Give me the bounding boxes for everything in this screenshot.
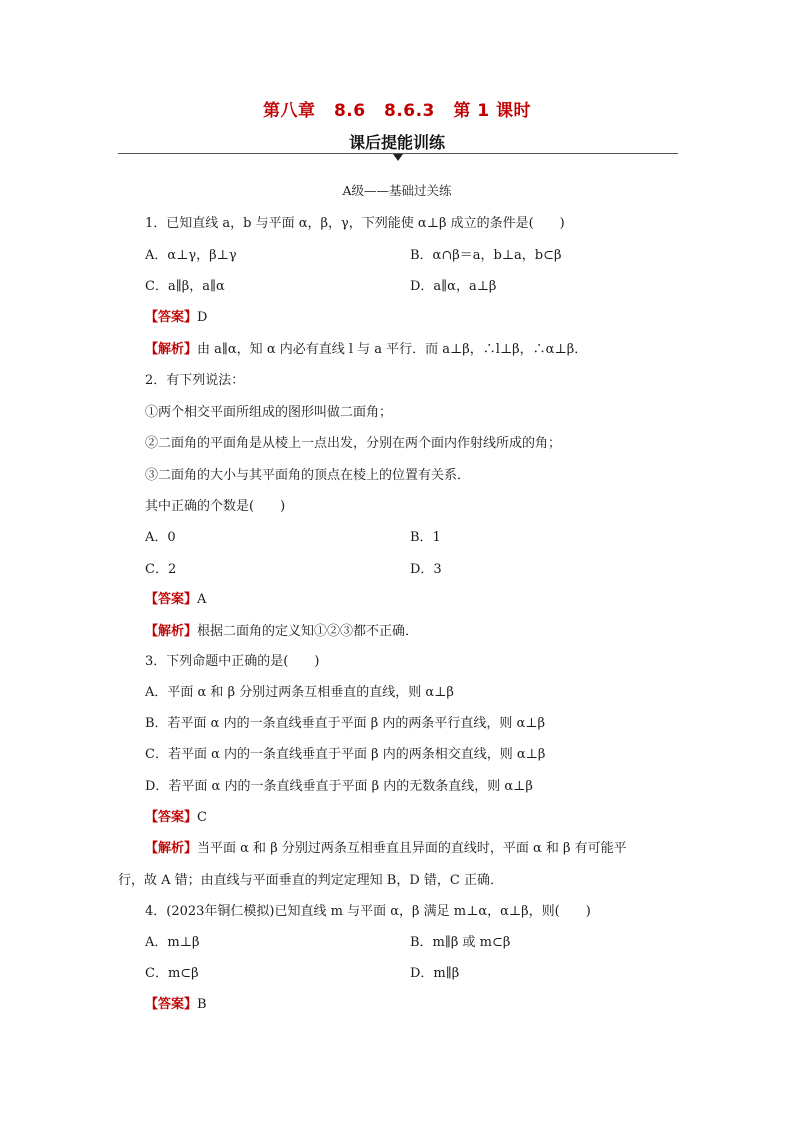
q3-option-c: C．若平面 α 内的一条直线垂直于平面 β 内的两条相交直线，则 α⊥β — [145, 747, 546, 762]
q3-analysis-line-1 — [145, 837, 627, 856]
answer-tag: 【答案】 — [145, 592, 198, 607]
q4-option-d: D．m∥β — [410, 966, 460, 981]
analysis-text: 由 a∥α，知 α 内必有直线 l 与 a 平行．而 a⊥β，∴l⊥β，∴α⊥β． — [197, 342, 588, 357]
q4-stem: 4．(2023年铜仁模拟)已知直线 m 与平面 α，β 满足 m⊥α，α⊥β，则( ) — [145, 904, 591, 919]
q1-option-b: B．α∩β＝a，b⊥a，b⊂β — [410, 248, 562, 263]
analysis-tag: 【解析】 — [145, 841, 198, 856]
q3-answer — [145, 806, 207, 825]
q1-option-c: C．a∥β，a∥α — [145, 279, 225, 294]
q2-statement-2: ②二面角的平面角是从棱上一点出发，分别在两个面内作射线所成的角； — [145, 436, 562, 451]
analysis-tag: 【解析】 — [145, 342, 198, 357]
q2-statement-1: ①两个相交平面所组成的图形叫做二面角； — [145, 405, 393, 420]
section-label: 8.6 — [333, 101, 366, 121]
q3-option-d: D．若平面 α 内的一条直线垂直于平面 β 内的无数条直线，则 α⊥β — [145, 779, 533, 794]
q4-option-a: A．m⊥β — [145, 935, 200, 950]
answer-value: C — [197, 810, 207, 825]
analysis-text: 当平面 α 和 β 分别过两条互相垂直且异面的直线时，平面 α 和 β 有可能平 — [197, 841, 627, 856]
page-title — [0, 96, 794, 121]
answer-value: A — [197, 592, 207, 607]
q3-option-a: A．平面 α 和 β 分别过两条互相垂直的直线，则 α⊥β — [145, 685, 454, 700]
q2-statement-3: ③二面角的大小与其平面角的顶点在棱上的位置有关系． — [145, 468, 471, 483]
q4-option-c: C．m⊂β — [145, 966, 199, 981]
q3-analysis-line-2: 行，故 A 错；由直线与平面垂直的判定定理知 B，D 错，C 正确． — [118, 873, 503, 888]
q1-stem: 1．已知直线 a，b 与平面 α，β，γ，下列能使 α⊥β 成立的条件是( ) — [145, 216, 565, 231]
q2-analysis — [145, 620, 418, 639]
answer-tag: 【答案】 — [145, 997, 198, 1012]
q2-option-b: B．1 — [410, 530, 441, 545]
q3-option-b: B．若平面 α 内的一条直线垂直于平面 β 内的两条平行直线，则 α⊥β — [145, 716, 546, 731]
q4-answer — [145, 993, 207, 1012]
analysis-tag: 【解析】 — [145, 624, 198, 639]
q2-option-a: A．0 — [145, 530, 176, 545]
q2-ask: 其中正确的个数是( ) — [145, 499, 286, 514]
q4-option-b: B．m∥β 或 m⊂β — [410, 935, 511, 950]
level-heading: A级——基础过关练 — [342, 183, 452, 198]
chapter-label: 第八章 — [263, 101, 316, 121]
answer-value: D — [197, 310, 208, 325]
answer-value: B — [197, 997, 207, 1012]
q2-answer — [145, 588, 206, 607]
q3-stem: 3．下列命题中正确的是( ) — [145, 654, 320, 669]
analysis-text: 根据二面角的定义知①②③都不正确． — [197, 624, 419, 639]
q2-option-c: C．2 — [145, 562, 177, 577]
subsection-label: 8.6.3 — [383, 101, 435, 121]
answer-tag: 【答案】 — [145, 310, 198, 325]
q1-option-d: D．a∥α，a⊥β — [410, 279, 497, 294]
q1-analysis — [145, 338, 587, 357]
q1-option-a: A．α⊥γ，β⊥γ — [145, 248, 237, 263]
page-subtitle: 课后提能训练 — [348, 133, 445, 152]
q2-option-d: D．3 — [410, 562, 442, 577]
divider-arrow-icon — [393, 154, 403, 161]
answer-tag: 【答案】 — [145, 810, 198, 825]
lesson-label: 第 1 课时 — [453, 101, 531, 121]
q1-answer — [145, 306, 207, 325]
q2-stem: 2．有下列说法： — [145, 373, 245, 388]
